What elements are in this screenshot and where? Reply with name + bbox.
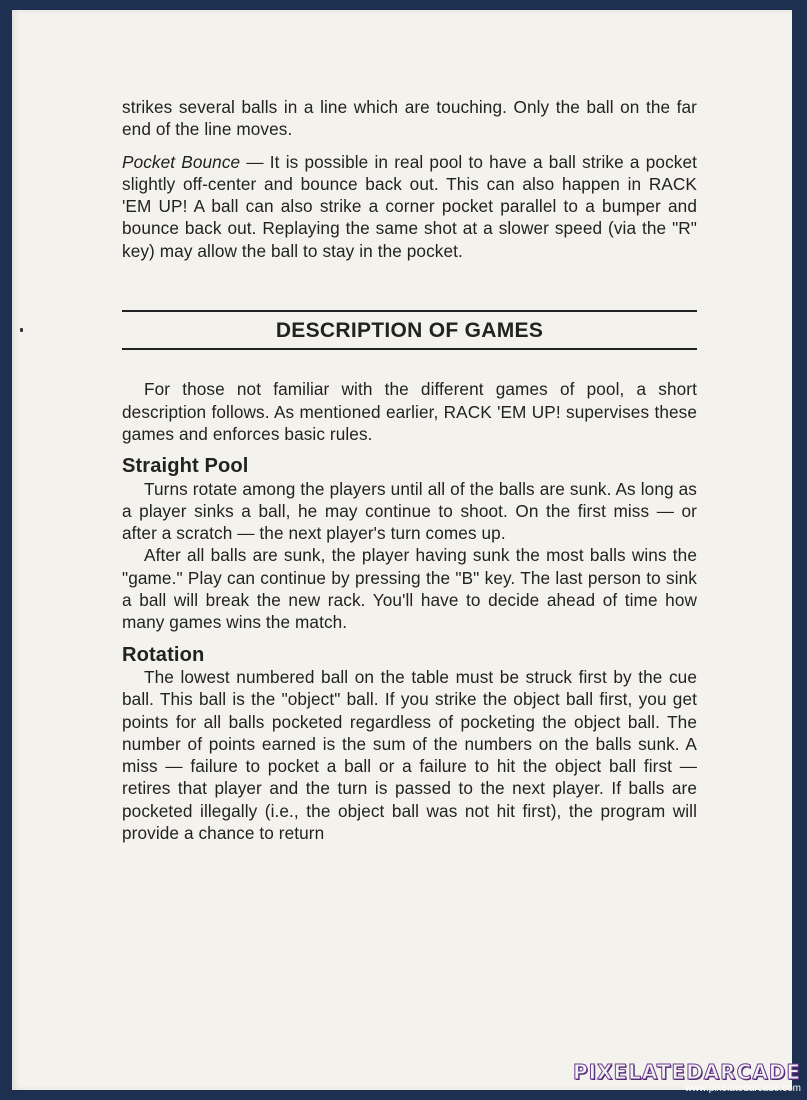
straight-pool-heading: Straight Pool xyxy=(122,455,249,478)
rotation-heading: Rotation xyxy=(122,643,205,666)
watermark-url: www.pixelatedarcade.com xyxy=(684,1083,801,1094)
pixelatedarcade-watermark xyxy=(573,1062,801,1094)
page-content xyxy=(122,96,697,844)
manual-page xyxy=(12,10,792,1090)
straight-pool-paragraph-1: Turns rotate among the players until all of the balls are sunk. As long as a player sinks a ball, he may continue to shoot. On the first miss — or after a scratch — the next player's turn comes up. xyxy=(122,478,697,544)
pocket-bounce-term: Pocket Bounce xyxy=(122,151,241,172)
pocket-bounce-paragraph xyxy=(122,151,697,262)
page-speck xyxy=(20,328,23,332)
pocket-bounce-text: — It is possible in real pool to have a ball strike a pocket slightly off-center and bounce back out. This can also happen in RACK 'EM UP! A ball can also strike a corner pocket parallel to a bumper and bounce back out. Replaying the same shot at a slower speed (via the "R" key) may allow the ball to stay in the pocket. xyxy=(122,151,697,261)
watermark-logo: PIXELATEDARCADE xyxy=(572,1060,801,1084)
rotation-paragraph: The lowest numbered ball on the table must be struck first by the cue ball. This ball is the "object" ball. If you strike the object ball first, you get points for all balls pocketed regardless of pocketing the object ball. The number of points earned is the sum of the numbers on the balls sunk. A miss — failure to pocket a ball or a failure to hit the object ball first — retires that player and the turn is passed to the next player. If balls are pocketed illegally (i.e., the object ball was not hit first), the program will provide a chance to return xyxy=(122,666,697,844)
section-intro-paragraph: For those not familiar with the different games of pool, a short description follows. As mentioned earlier, RACK 'EM UP! supervises these games and enforces basic rules. xyxy=(122,379,697,444)
intro-paragraph-1: strikes several balls in a line which are touching. Only the ball on the far end of the line moves. xyxy=(122,97,697,140)
straight-pool-paragraph-2: After all balls are sunk, the player having sunk the most balls wins the "game." Play can continue by pressing the "B" key. The last person to sink a ball will break the new rack. You'll have to decide ahead of time how many games wins the match. xyxy=(122,545,697,633)
section-title: DESCRIPTION OF GAMES xyxy=(275,319,544,343)
